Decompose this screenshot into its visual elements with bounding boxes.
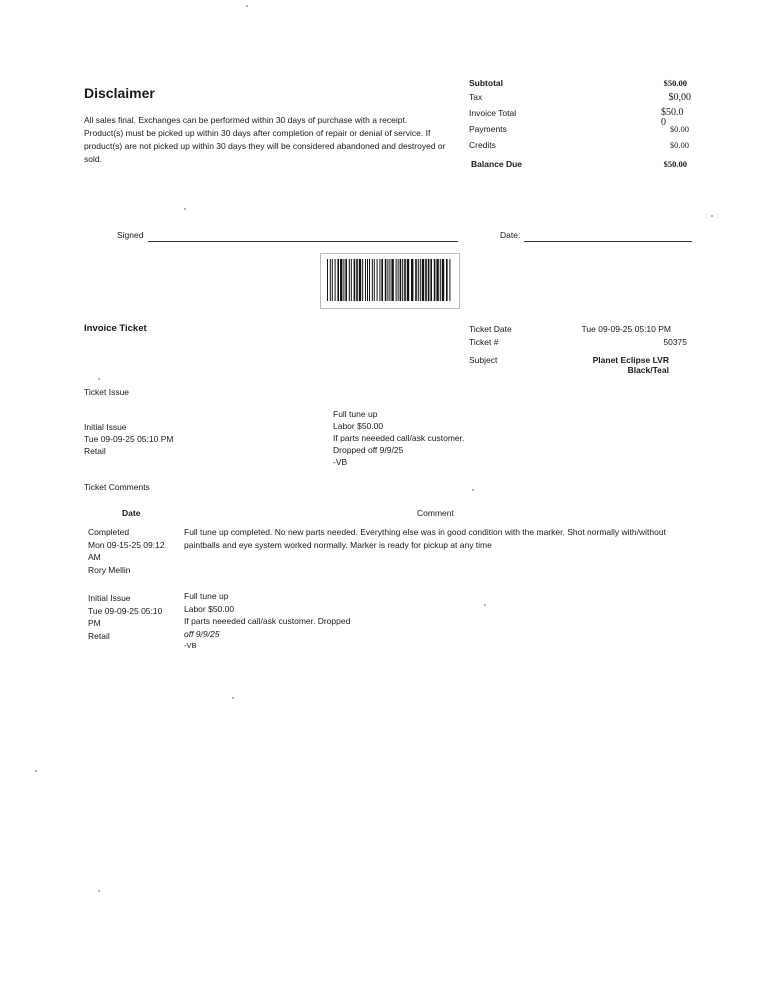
barcode-bar	[372, 259, 373, 301]
scan-speck	[98, 378, 100, 380]
barcode-bar	[330, 259, 331, 301]
payments-value: $0.00	[669, 124, 689, 134]
barcode-bar	[425, 259, 427, 301]
barcode-bar	[385, 259, 387, 301]
barcode-bar	[391, 259, 393, 301]
comment-date-line: AM	[88, 552, 101, 562]
ticket-number-label: Ticket #	[469, 337, 499, 347]
barcode-bar	[337, 259, 339, 301]
barcode-bar	[381, 259, 383, 301]
barcode-bar	[345, 259, 347, 301]
comment-date	[88, 592, 162, 642]
ticket-number-row	[469, 337, 689, 351]
barcode-bar	[356, 259, 358, 301]
date-label: Date:	[500, 230, 521, 240]
scan-speck	[232, 697, 234, 699]
barcode-bar	[400, 259, 402, 301]
issue-meta	[84, 421, 173, 457]
scan-speck	[711, 215, 713, 217]
scan-speck	[484, 604, 486, 606]
issue-line: Dropped off 9/9/25	[333, 445, 404, 455]
comment-text-line: -VB	[184, 641, 197, 650]
payments-row	[469, 124, 691, 140]
payments-label: Payments	[469, 124, 507, 134]
barcode-bar	[430, 259, 432, 301]
comment-text	[184, 526, 666, 551]
issue-line: Labor $50.00	[333, 421, 384, 431]
barcode-bar	[349, 259, 350, 301]
comment-date-line: Retail	[88, 630, 110, 641]
issue-line: Full tune up	[333, 409, 378, 419]
barcode-bar	[389, 259, 390, 301]
barcode-bar	[354, 259, 356, 301]
barcode-bar	[362, 259, 363, 301]
barcode-bar	[351, 259, 352, 301]
credits-label: Credits	[469, 140, 496, 150]
balance-due-row	[471, 159, 693, 175]
barcode-bar	[407, 259, 409, 301]
comment-text	[184, 590, 350, 653]
barcode-bar	[340, 259, 342, 301]
barcode-bar	[422, 259, 424, 301]
subject-label: Subject	[469, 355, 498, 365]
ticket-date-row	[469, 324, 689, 338]
ticket-date-value: Tue 09-09-25 05:10 PM	[581, 324, 671, 334]
comment-date-line: PM	[88, 618, 101, 628]
subject-value: Planet Eclipse LVR Black/Teal	[592, 355, 669, 375]
barcode-bar	[335, 259, 336, 301]
barcode-bar	[359, 259, 361, 301]
signature-line	[148, 241, 458, 242]
barcode-bar	[436, 259, 438, 301]
invoice-total-label: Invoice Total	[469, 108, 517, 118]
barcode-bar	[434, 259, 436, 301]
barcode-bar	[374, 259, 375, 301]
comments-date-header: Date	[122, 508, 141, 518]
barcode-bar	[415, 259, 417, 301]
barcode-bar	[377, 259, 378, 301]
issue-line: -VB	[333, 457, 348, 467]
subtotal-value: $50.00	[663, 78, 687, 88]
balance-due-value: $50.00	[663, 159, 687, 169]
comment-date	[88, 526, 165, 576]
barcode-bar	[449, 259, 450, 301]
scan-speck	[184, 208, 186, 210]
disclaimer-line: product(s) are not picked up within 30 days they will be considered abandoned and destroyed or	[84, 141, 446, 151]
comment-date-line: Tue 09-09-25 05:10	[88, 605, 163, 616]
invoice-ticket-title: Invoice Ticket	[84, 323, 147, 334]
barcode-bar	[420, 259, 421, 301]
barcode-bar	[379, 259, 380, 301]
barcode-bar	[404, 259, 406, 301]
barcode-bar	[442, 259, 444, 301]
barcode-bar	[387, 259, 388, 301]
issue-type: Initial Issue	[84, 422, 127, 432]
credits-value: $0.00	[669, 140, 689, 150]
tax-value: $0,00	[668, 92, 691, 103]
comment-text-line: Labor $50.00	[184, 603, 235, 614]
issue-description	[333, 408, 464, 468]
barcode-bar	[446, 259, 448, 301]
disclaimer-line: sold.	[84, 154, 102, 164]
comment-date-line: Mon 09-15-25 09:12	[88, 539, 165, 550]
scan-speck	[98, 890, 100, 892]
comment-text-line: off 9/9/25	[184, 628, 220, 639]
comment-text-line: paintballs and eye system worked normally. Marker is ready for pickup at any time	[184, 539, 492, 550]
barcode-bar	[398, 259, 399, 301]
issue-line: If parts neeeded call/ask customer.	[333, 433, 465, 443]
barcode	[320, 253, 460, 309]
balance-due-label: Balance Due	[471, 159, 523, 169]
barcode-bar	[440, 259, 441, 301]
ticket-comments-heading: Ticket Comments	[84, 482, 150, 492]
barcode-bar	[428, 259, 430, 301]
tax-row	[469, 92, 691, 108]
comment-text-line: If parts neeeded call/ask customer. Dropped	[184, 616, 351, 626]
barcode-bar	[343, 259, 344, 301]
comment-date-line: Rory Mellin	[88, 564, 131, 575]
barcode-bar	[365, 259, 366, 301]
barcode-bar	[402, 259, 403, 301]
ticket-date-label: Ticket Date	[469, 324, 512, 334]
barcode-bar	[396, 259, 397, 301]
tax-label: Tax	[469, 92, 483, 102]
barcode-bar	[367, 259, 368, 301]
barcode-graphic	[325, 259, 455, 301]
invoice-total-row	[469, 107, 691, 128]
comment-text-line: Full tune up completed. No new parts needed. Everything else was in good condition with the marker. Shot normally with/without	[184, 527, 666, 537]
scan-speck	[35, 770, 37, 772]
issue-channel: Retail	[84, 446, 106, 456]
issue-datetime: Tue 09-09-25 05:10 PM	[84, 434, 174, 444]
disclaimer-line: Product(s) must be picked up within 30 days after completion of repair or denial of service. If	[84, 128, 431, 138]
disclaimer-line: All sales final. Exchanges can be performed within 30 days of purchase with a receipt.	[84, 115, 408, 125]
comment-text-line: Full tune up	[184, 591, 229, 601]
ticket-issue-heading: Ticket Issue	[84, 387, 130, 397]
scan-speck	[472, 489, 474, 491]
comment-date-line: Initial Issue	[88, 593, 131, 603]
date-line	[524, 241, 692, 242]
disclaimer-text	[84, 114, 454, 166]
signed-label: Signed	[117, 230, 144, 240]
subject-row	[469, 355, 669, 375]
disclaimer-title: Disclaimer	[84, 85, 155, 101]
comment-date-line: Completed	[88, 527, 130, 537]
barcode-bar	[369, 259, 370, 301]
invoice-total-value: $50.0 0	[661, 107, 684, 128]
barcode-bar	[327, 259, 328, 301]
ticket-number-value: 50375	[663, 337, 687, 347]
credits-row	[469, 140, 691, 156]
subtotal-label: Subtotal	[469, 78, 503, 88]
barcode-bar	[418, 259, 419, 301]
barcode-bar	[411, 259, 413, 301]
comments-comment-header: Comment	[417, 508, 454, 518]
scan-speck	[246, 5, 248, 7]
barcode-bar	[332, 259, 333, 301]
